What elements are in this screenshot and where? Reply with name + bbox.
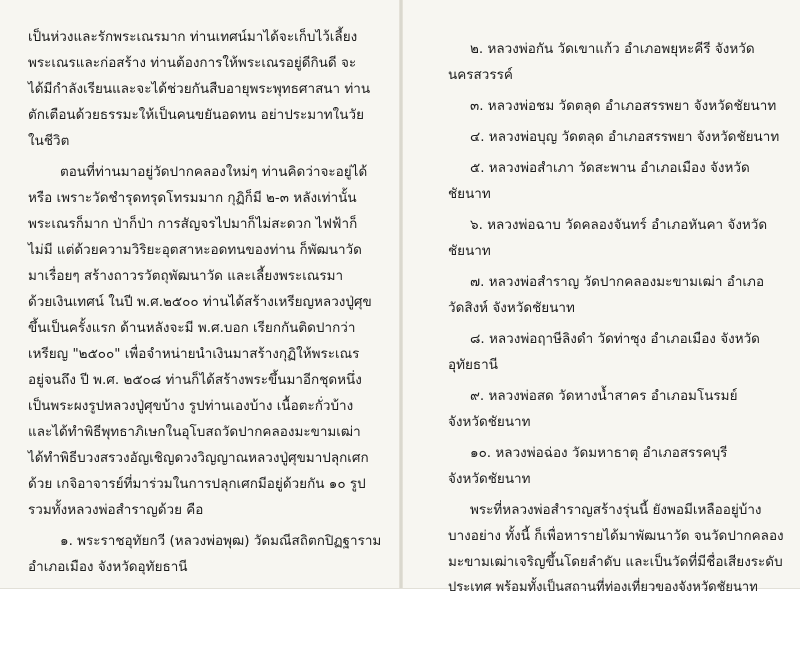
- left-line: เหรียญ "๒๕๐๐" เพื่อจำหน่ายนำเงินมาสร้างกุฏิให้พระเณร: [28, 346, 360, 362]
- right-line: ๒. หลวงพ่อกัน วัดเขาแก้ว อำเภอพยุหะคีรี จังหวัด: [470, 41, 755, 57]
- left-line: ๑. พระราชอุทัยกวี (หลวงพ่อพุฒ) วัดมณีสถิตกปิฏฐาราม: [60, 533, 382, 549]
- left-line: ได้ทำพิธีบวงสรวงอัญเชิญดวงวิญญาณหลวงปู่ศุขมาปลุกเศก: [28, 450, 369, 466]
- right-line: ชัยนาท: [448, 243, 491, 259]
- left-line: เป็นพระผงรูปหลวงปู่ศุขบ้าง รูปท่านเองบ้าง เนื้อตะกั่วบ้าง: [28, 398, 354, 414]
- right-line: พระที่หลวงพ่อสำราญสร้างรุ่นนี้ ยังพอมีเหลืออยู่บ้าง: [470, 502, 762, 518]
- right-line: ๙. หลวงพ่อสด วัดหางน้ำสาคร อำเภอมโนรมย์: [470, 388, 738, 404]
- left-line: อำเภอเมือง จังหวัดอุทัยธานี: [28, 559, 188, 575]
- right-line: บางอย่าง ทั้งนี้ ก็เพื่อหารายได้มาพัฒนาวัด จนวัดปากคลอง: [448, 528, 784, 544]
- left-line: มาเรื่อยๆ สร้างถาวรวัตถุพัฒนาวัด และเลี้ยงพระเณรมา: [28, 268, 344, 284]
- left-line: ด้วย เกจิอาจารย์ที่มาร่วมในการปลุกเศกมีอยู่ด้วยกัน ๑๐ รูป: [28, 476, 366, 492]
- right-line: ๗. หลวงพ่อสำราญ วัดปากคลองมะขามเฒ่า อำเภอ: [470, 274, 765, 290]
- left-line: อยู่จนถึง ปี พ.ศ. ๒๕๐๘ ท่านก็ได้สร้างพระขึ้นมาอีกชุดหนึ่ง: [28, 372, 362, 388]
- right-line: ๓. หลวงพ่อชม วัดตลุด อำเภอสรรพยา จังหวัดชัยนาท: [470, 98, 777, 114]
- left-line: หรือ เพราะวัดชำรุดทรุดโทรมมาก กุฏิก็มี ๒-๓ หลังเท่านั้น: [28, 190, 357, 206]
- right-line: จังหวัดชัยนาท: [448, 471, 531, 487]
- left-line: ตักเตือนด้วยธรรมะให้เป็นคนขยันอดทน อย่าประมาทในวัย: [28, 107, 364, 123]
- right-line: ประเทศ พร้อมทั้งเป็นสถานที่ท่องเที่ยวของจังหวัดชัยนาท: [448, 580, 758, 595]
- right-line: ๑๐. หลวงพ่อฉ่อง วัดมหาธาตุ อำเภอสรรคบุรี: [470, 445, 728, 461]
- left-line: พระเณรและก่อสร้าง ท่านต้องการให้พระเณรอยู่ดีกินดี จะ: [28, 55, 357, 71]
- right-line: อุทัยธานี: [448, 357, 498, 373]
- right-line: มะขามเฒ่าเจริญขึ้นโดยลำดับ และเป็นวัดที่มีชื่อเสียงระดับ: [448, 554, 783, 570]
- left-line: และได้ทำพิธีพุทธาภิเษกในอุโบสถวัดปากคลองมะขามเฒ่า: [28, 424, 361, 440]
- right-line: นครสวรรค์: [448, 67, 513, 83]
- left-page: [0, 0, 399, 588]
- right-line: ๖. หลวงพ่อฉาบ วัดคลองจันทร์ อำเภอหันคา จังหวัด: [470, 217, 768, 233]
- right-line: จังหวัดชัยนาท: [448, 414, 531, 430]
- right-line: ๕. หลวงพ่อสำเภา วัดสะพาน อำเภอเมือง จังหวัด: [470, 160, 750, 176]
- left-line: รวมทั้งหลวงพ่อสำราญด้วย คือ: [28, 502, 204, 518]
- right-line: ๔. หลวงพ่อบุญ วัดตลุด อำเภอสรรพยา จังหวัดชัยนาท: [470, 129, 780, 145]
- left-line: ขึ้นเป็นครั้งแรก ด้านหลังจะมี พ.ศ.บอก เรียกกันติดปากว่า: [28, 320, 356, 336]
- right-line: ๘. หลวงพ่อฤาษีลิงดำ วัดท่าซุง อำเภอเมือง จังหวัด: [470, 331, 760, 347]
- right-line: ชัยนาท: [448, 186, 491, 202]
- left-line: ด้วยเงินเทศน์ ในปี พ.ศ.๒๕๐๐ ท่านได้สร้างเหรียญหลวงปู่ศุข: [28, 294, 372, 310]
- left-line: พระเณรก็มาก ป่าก็ป่า การสัญจรไปมาก็ไม่สะดวก ไฟฟ้าก็: [28, 216, 358, 232]
- left-line: ได้มีกำลังเรียนและจะได้ช่วยกันสืบอายุพระพุทธศาสนา ท่าน: [28, 81, 371, 97]
- left-line: ตอนที่ท่านมาอยู่วัดปากคลองใหม่ๆ ท่านคิดว่าจะอยู่ได้: [60, 164, 368, 180]
- left-line: ในชีวิต: [28, 133, 70, 149]
- left-line: ไม่มี แต่ด้วยความวิริยะอุตสาหะอดทนของท่าน ก็พัฒนาวัด: [28, 242, 362, 258]
- right-page: [403, 0, 800, 595]
- left-line: เป็นห่วงและรักพระเณรมาก ท่านเทศน์มาได้จะเก็บไว้เลี้ยง: [28, 29, 358, 45]
- right-line: วัดสิงห์ จังหวัดชัยนาท: [448, 300, 575, 316]
